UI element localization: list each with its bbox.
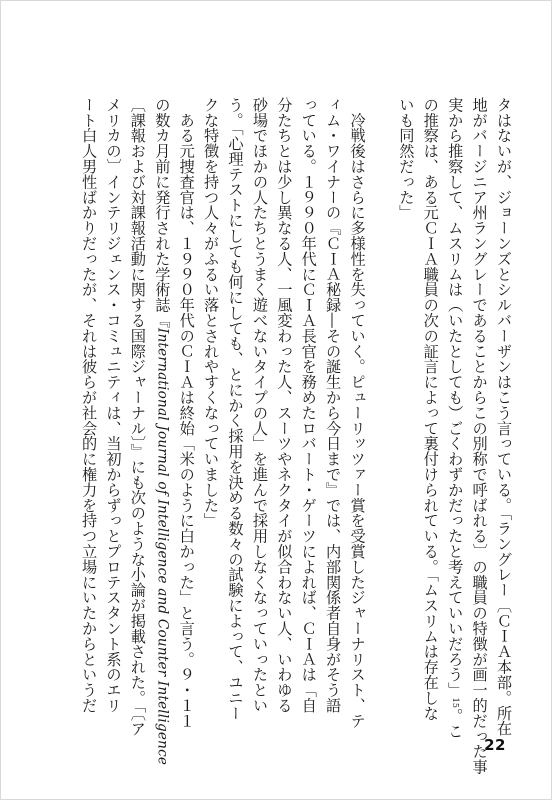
text-line: 〔課報および対課報活動に関する国際ジャーナル〕』にも次のような小論が掲載された。「〔ア [128, 97, 147, 737]
text-line-tail: 。こ [446, 708, 465, 740]
text-line: タはないが、ジョーンズとシルバーザンはこう言っている。「ラングレー〔ＣＩＡ本部。所在 [495, 97, 513, 737]
text-line-main: の数カ月前に発行された学術誌『 [153, 97, 172, 328]
text-line-main: 実から推察して、ムスリムは（いたとしても）ごくわずかだったと考えていいだろう」 [446, 97, 465, 698]
text-line: ある元捜査官は、１９９０年代のＣＩＡは終始「米のように白かった」と言う。９・１１ [177, 97, 196, 729]
text-line: っている。１９９０年代にＣＩＡ長官を務めたロバート・ゲーツによれば、ＣＩＡは「自 [299, 97, 318, 713]
text-line: 分たちとは少し異なる人、一風変わった人、スーツやネクタイが似合わない人、いわゆる [275, 97, 294, 713]
text-line: う。「心理テストにしても何にしても、とにかく採用を決める数々の試験によって、ユニー [226, 97, 245, 721]
text-line: ート白人男性ばかりだったが、それは彼らが社会的に権力を持つ立場にいたからというだ [80, 97, 99, 713]
text-line: メリカの〕インテリジェンス・コミュニティは、当初からずっとプロテスタント系のエリ [104, 97, 123, 713]
text-line: 砂場でほかの人たちとうまく遊べないタイプの人」を進んで採用しなくなっていったとい [250, 97, 269, 713]
paragraph-gap [370, 97, 394, 709]
text-line: いも同然だった」 [397, 97, 416, 221]
text-line: 地がバージニア州ラングレーであることからこの別称で呼ばれる〕の職員の特徴が画一的だった事 [470, 97, 489, 775]
text-line: クな特徴を持つ人々がふるい落とされやすくなっていました」 [202, 97, 221, 529]
text-line [150, 97, 174, 766]
text-line: の推察は、ある元ＣＩＡ職員の次の証言によって裏付けられている。「ムスリムは存在しな [421, 97, 440, 721]
text-line: ィム・ワイナーの『ＣＩＡ秘録―その誕生から今日まで』では、内部関係者自身がそう語 [324, 97, 343, 713]
text-line [443, 97, 467, 740]
footnote-marker: 15 [451, 697, 461, 709]
page-number: 22 [484, 736, 506, 754]
text-line: 冷戦後はさらに多様性を失っていく。ピューリッツァー賞を受賞したジャーナリスト、テ [348, 97, 367, 729]
journal-title: International Journal of Intelligence and Counter Intelligence [154, 328, 171, 766]
